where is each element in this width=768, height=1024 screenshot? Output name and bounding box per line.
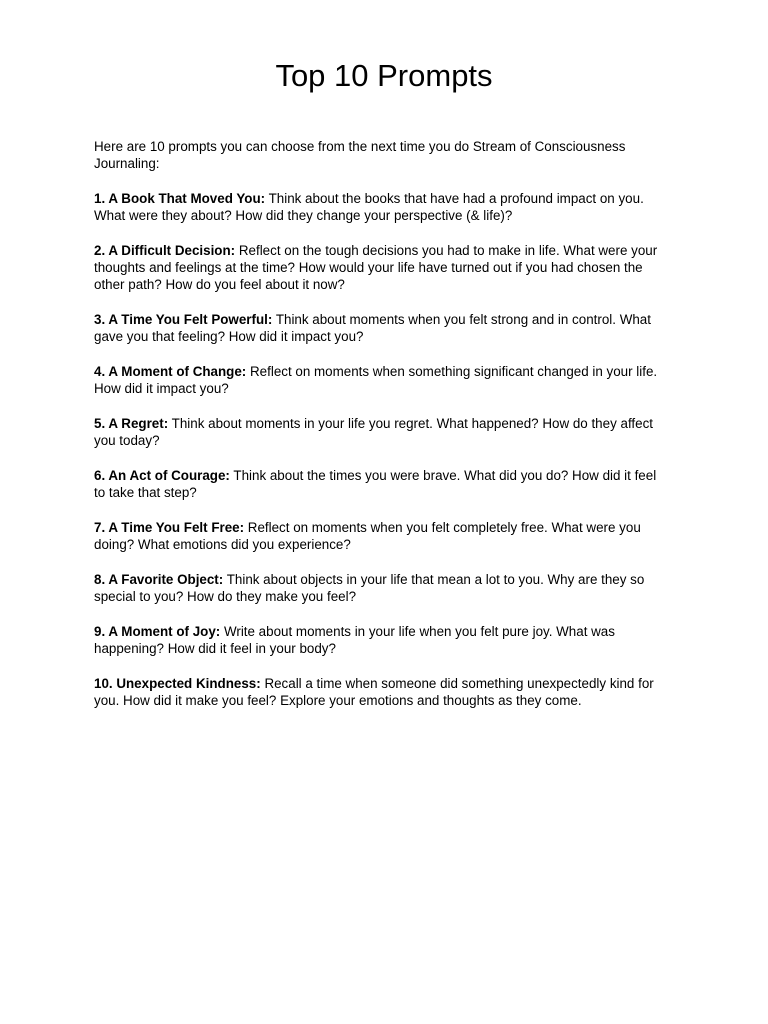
prompt-text: Think about the books that have had a profound impact on you. What were they about? How did they change your perspective (& life)?: [94, 191, 644, 223]
prompt-heading: 10. Unexpected Kindness:: [94, 676, 261, 691]
prompt-item: [94, 623, 670, 657]
prompt-text: Reflect on the tough decisions you had to make in life. What were your thoughts and feelings at the time? How would your life have turned out if you had chosen the other path? How do you feel about it now?: [94, 243, 658, 292]
prompt-item: [94, 363, 670, 397]
prompt-text: Think about moments when you felt strong and in control. What gave you that feeling? How did it impact you?: [94, 312, 651, 344]
prompt-text: Reflect on moments when something significant changed in your life. How did it impact you?: [94, 364, 658, 396]
prompt-text: Reflect on moments when you felt completely free. What were you doing? What emotions did you experience?: [94, 520, 641, 552]
prompt-item: [94, 519, 670, 553]
prompt-heading: 1. A Book That Moved You:: [94, 191, 266, 206]
prompt-item: [94, 311, 670, 345]
prompt-heading: 9. A Moment of Joy:: [94, 624, 221, 639]
prompt-heading: 6. An Act of Courage:: [94, 468, 230, 483]
prompt-text: Think about moments in your life you regret. What happened? How do they affect you today?: [94, 416, 653, 448]
prompt-item: [94, 571, 670, 605]
document-body: [94, 138, 670, 727]
prompt-heading: 2. A Difficult Decision:: [94, 243, 236, 258]
prompt-heading: 7. A Time You Felt Free:: [94, 520, 245, 535]
prompt-heading: 8. A Favorite Object:: [94, 572, 224, 587]
prompt-text: Recall a time when someone did something unexpectedly kind for you. How did it make you feel? Explore your emotions and thoughts as they come.: [94, 676, 654, 708]
prompt-item: [94, 467, 670, 501]
prompt-heading: 3. A Time You Felt Powerful:: [94, 312, 273, 327]
page-title: Top 10 Prompts: [275, 58, 493, 93]
intro-paragraph: Here are 10 prompts you can choose from the next time you do Stream of Consciousness Journaling:: [94, 139, 626, 171]
prompt-item: [94, 675, 670, 709]
prompt-item: [94, 190, 670, 224]
prompt-text: Think about objects in your life that mean a lot to you. Why are they so special to you? How do they make you feel?: [94, 572, 645, 604]
prompt-heading: 5. A Regret:: [94, 416, 169, 431]
prompt-item: [94, 242, 670, 293]
prompt-text: Think about the times you were brave. What did you do? How did it feel to take that step?: [94, 468, 657, 500]
prompt-text: Write about moments in your life when you felt pure joy. What was happening? How did it feel in your body?: [94, 624, 615, 656]
prompt-heading: 4. A Moment of Change:: [94, 364, 247, 379]
prompt-item: [94, 415, 670, 449]
